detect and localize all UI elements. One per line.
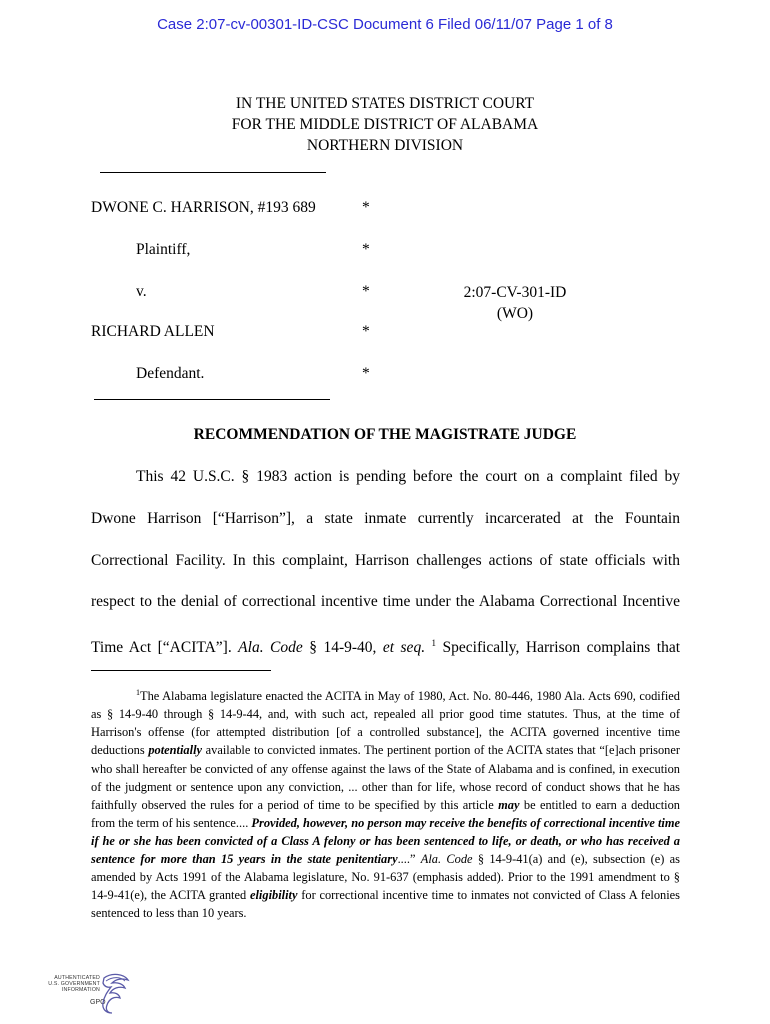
body-line-3: Correctional Facility. In this complaint, Harrison challenges actions of state officials with	[91, 551, 680, 569]
citation-et-seq: et seq.	[382, 639, 426, 657]
gpo-logo-line-2: U.S. GOVERNMENT	[48, 981, 100, 987]
body-text-run: § 14-9-40,	[302, 639, 383, 657]
body-line-2: Dwone Harrison [“Harrison”], a state inmate currently incarcerated at the Fountain	[91, 509, 680, 527]
plaintiff-name: DWONE C. HARRISON, #193 689	[91, 199, 316, 216]
caption-star: *	[362, 241, 370, 258]
body-text-run: Specifically, Harrison complains that	[436, 639, 680, 657]
citation-ala-code: Ala. Code	[238, 639, 303, 657]
caption-top-rule	[100, 172, 326, 173]
caption-star: *	[362, 283, 370, 300]
footnote-emphasis: may	[498, 797, 520, 812]
gpo-logo-line-3: INFORMATION	[61, 987, 100, 993]
body-line-5	[91, 623, 680, 669]
footnote-text: ....”	[397, 851, 421, 866]
filing-header-stamp: Case 2:07-cv-00301-ID-CSC Document 6 Filed 06/11/07 Page 1 of 8	[157, 16, 613, 33]
body-line-4: respect to the denial of correctional incentive time under the Alabama Correctional Incentive	[91, 593, 680, 611]
footnote-1	[91, 684, 680, 922]
body-text	[91, 456, 680, 669]
footnote-separator	[91, 670, 271, 671]
gpo-authentication-logo	[38, 972, 133, 1014]
court-heading	[0, 93, 770, 156]
defendant-role: Defendant.	[136, 365, 205, 382]
footnote-emphasis: eligibility	[249, 888, 298, 903]
caption-star: *	[362, 199, 370, 216]
caption-star: *	[362, 365, 370, 382]
footnote-emphasis: potentially	[148, 743, 203, 758]
versus: v.	[136, 283, 147, 300]
footnote-text: § 14-9-41(a) and (e), subsection (e) as amended by Acts 1991 of the Alabama legislature, No. 91-637 (emphasis added). Prior to the 1991 amendment to § 14-9-41(e), the ACITA granted	[91, 851, 680, 903]
court-heading-line-2: FOR THE MIDDLE DISTRICT OF ALABAMA	[231, 116, 539, 133]
body-line-1: This 42 U.S.C. § 1983 action is pending before the court on a complaint filed by	[136, 468, 680, 485]
footnote-text: The Alabama legislature enacted the ACITA in May of 1980, Act. No. 80-446, 1980 Ala. Acts 690, codified as § 14-9-40 through § 14-9-44, and, with such act, repealed all prior good time statutes. Thus, at the time of Harrison's offense (for attempted distribution [of a controlled substance], the ACITA governed incentive time deductions	[91, 689, 680, 758]
case-suffix: (WO)	[496, 305, 534, 322]
footnote-citation: Ala. Code	[420, 851, 473, 866]
case-number-line: 2:07-CV-301-ID	[463, 284, 567, 301]
caption-star: *	[362, 323, 370, 340]
court-heading-line-3: NORTHERN DIVISION	[306, 137, 464, 154]
body-text-run: Time Act [“ACITA”].	[91, 639, 239, 657]
case-number	[405, 282, 625, 324]
footnote-emphasis: Provided, however, no person may receive the benefits of correctional incentive time if he or she has been convicted of a Class A felony or has been sentenced to life, or death, or who has received a sentence for more than 15 years in the state penitentiary	[91, 815, 680, 866]
court-heading-line-1: IN THE UNITED STATES DISTRICT COURT	[235, 95, 535, 112]
eagle-icon	[98, 972, 132, 1014]
caption-bottom-rule	[94, 399, 330, 400]
footnote-text: available to convicted inmates. The pertinent portion of the ACITA states that “[e]ach prisoner who shall hereafter be convicted of any offense against the laws of the State of Alabama and is confined, in execution of the judgment or sentence upon any conviction, ... other than for life, whose record of conduct shows that he has faithfully observed the rules for a period of time to be specified by this article	[91, 743, 681, 812]
gpo-logo-text	[38, 975, 100, 993]
defendant-name: RICHARD ALLEN	[91, 323, 215, 340]
footnote-text: for correctional incentive time to inmates not convicted of Class A felonies sentenced to less than 10 years.	[91, 888, 680, 921]
gpo-mark: GPO	[90, 999, 106, 1006]
document-title: RECOMMENDATION OF THE MAGISTRATE JUDGE	[193, 426, 577, 443]
footnote-marker: 1	[136, 688, 140, 697]
gpo-logo-line-1: AUTHENTICATED	[54, 975, 100, 981]
plaintiff-role: Plaintiff,	[136, 241, 191, 258]
footnote-text: be entitled to earn a deduction from the term of his sentence....	[91, 797, 680, 830]
footnote-reference: 1	[431, 638, 437, 649]
